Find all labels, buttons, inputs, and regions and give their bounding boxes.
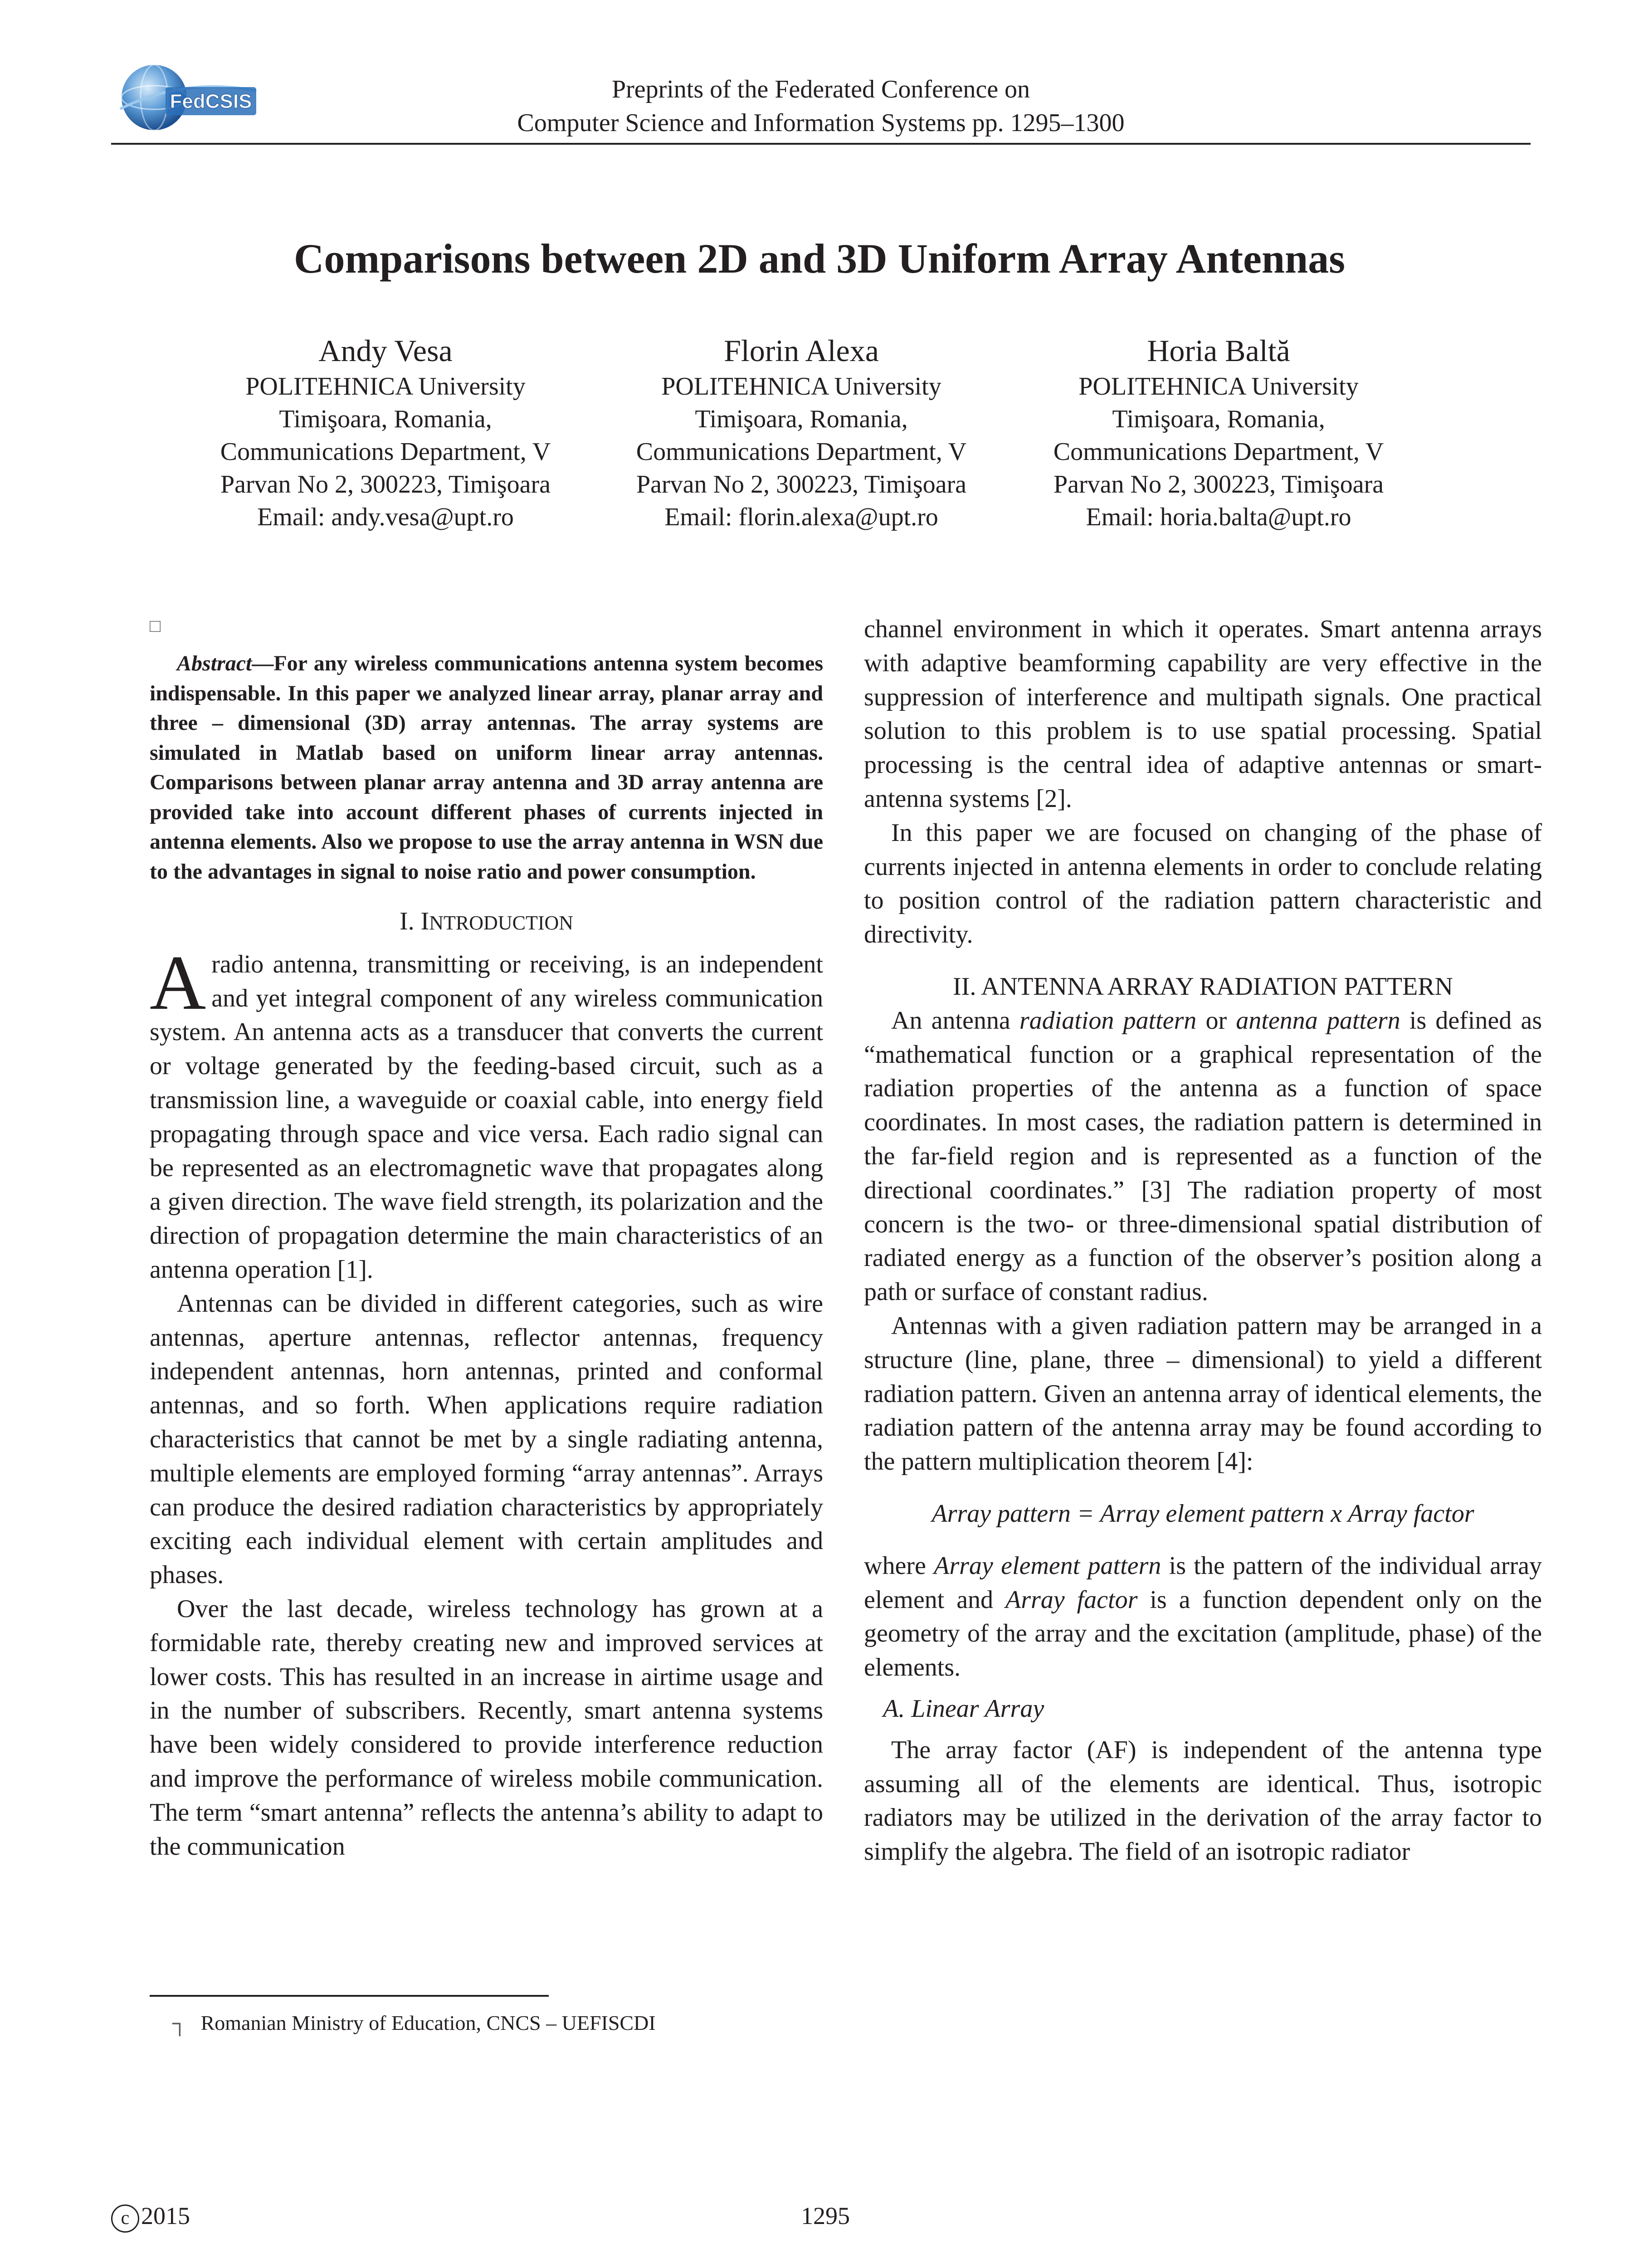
abstract: [150, 649, 823, 886]
placeholder-box-icon: □: [150, 616, 161, 636]
intro-paragraph-3: Over the last decade, wireless technology has grown at a formidable rate, thereby creating new and improved services at lower costs. This has resulted in an increase in airtime usage and in the number of subscribers. Recently, smart antenna systems have been widely considered to provide interference reduction and improve the performance of wireless mobile communication. The term “smart antenna” reflects the antenna’s ability to adapt to the communication: [150, 1594, 823, 1861]
footnote-marker: ┐: [172, 2011, 187, 2034]
left-column: [150, 649, 823, 1863]
author-affiliation: POLITEHNICA University: [245, 372, 526, 401]
intro-paragraph-2: Antennas can be divided in different categories, such as wire antennas, aperture antennas, reflector antennas, frequency independent antennas, horn antennas, printed and conformal antennas, and so forth. When applications require radiation characteristics that cannot be met by a single radiating antenna, multiple elements are employed forming “array antennas”. Arrays can produce the desired radiation characteristics by appropriately exciting each individual element with certain amplitudes and phases.: [150, 1289, 823, 1589]
right-column: [864, 612, 1542, 1869]
author-affiliation: POLITEHNICA University: [1078, 372, 1359, 401]
logo-text: FedCSIS: [170, 90, 252, 112]
author-block: [1028, 331, 1409, 533]
footnote: [172, 2009, 656, 2037]
author-affiliation: Timişoara, Romania,: [1112, 405, 1325, 433]
author-affiliation: Parvan No 2, 300223, Timişoara: [636, 470, 966, 499]
abstract-text: —For any wireless communications antenna system becomes indispensable. In this paper we analyzed linear array, planar array and three – dimensional (3D) array antennas. The array systems are simulated in Matlab based on uniform linear array antennas. Comparisons between planar array antenna and 3D array antenna are provided take into account different phases of currents injected in antenna elements. Also we propose to use the array antenna in WSN due to the advantages in signal to noise ratio and power consumption.: [150, 651, 823, 884]
running-head-line1: Preprints of the Federated Conference on: [611, 75, 1030, 103]
copyright-notice: [111, 2200, 190, 2233]
running-head: [454, 73, 1188, 140]
intro-paragraph-3-continued: channel environment in which it operates. Smart antenna arrays with adaptive beamforming capability are very effective in the suppression of interference and multipath signals. One practical solution to this problem is to use spatial processing. Spatial processing is the central idea of adaptive antennas or smart-antenna systems [2].: [864, 615, 1542, 813]
intro-paragraph-4: In this paper we are focused on changing of the phase of currents injected in antenna elements in order to conclude relating to position control of the radiation pattern characteristic and directivity.: [864, 818, 1542, 949]
intro-paragraph-1: Aradio antenna, transmitting or receiving, is an independent and yet integral component of any wireless communication system. An antenna acts as a transducer that converts the current or voltage generated by the feeding-based circuit, such as a transmission line, a waveguide or coaxial cable, into energy field propagating through space and vice versa. Each radio signal can be represented as an electromagnetic wave that propagates along a given direction. The wave field strength, its polarization and the direction of propagation determine the main characteristics of an antenna operation [1].: [150, 939, 823, 1284]
subsection-heading-linear-array: A. Linear Array: [883, 1694, 1044, 1723]
author-block: [611, 331, 992, 533]
fedcsis-logo: [111, 59, 261, 136]
header-rule: [111, 143, 1531, 145]
copyright-icon: c: [111, 2204, 139, 2233]
radiation-paragraph-3: where Array element pattern is the pattern of the individual array element and Array factor is a function dependent only on the geometry of the array and the excitation (amplitude, phase) of the elements.: [864, 1551, 1542, 1682]
author-affiliation: POLITEHNICA University: [661, 372, 941, 401]
abstract-label: Abstract: [177, 651, 252, 675]
copyright-year: 2015: [141, 2202, 190, 2229]
author-name: Florin Alexa: [724, 333, 879, 368]
author-name: Horia Baltă: [1147, 333, 1290, 368]
page-number: 1295: [801, 2202, 850, 2229]
author-email: Email: horia.balta@upt.ro: [1086, 503, 1351, 531]
section-heading-radiation-pattern: II. ANTENNA ARRAY RADIATION PATTERN: [953, 972, 1453, 1001]
running-head-line2: Computer Science and Information Systems pp. 1295–1300: [517, 109, 1125, 137]
linear-array-paragraph: The array factor (AF) is independent of the antenna type assuming all of the elements are identical. Thus, isotropic radiators may be utilized in the derivation of the array factor to simplify the algebra. The field of an isotropic radiator: [864, 1735, 1542, 1866]
radiation-paragraph-2: Antennas with a given radiation pattern may be arranged in a structure (line, plane, three – dimensional) to yield a different radiation pattern. Given an antenna array of identical elements, the radiation pattern of the antenna array may be found according to the pattern multiplication theorem [4]:: [864, 1311, 1542, 1476]
author-email: Email: florin.alexa@upt.ro: [664, 503, 938, 531]
author-affiliation: Parvan No 2, 300223, Timişoara: [1054, 470, 1384, 499]
author-block: [195, 331, 576, 533]
author-email: Email: andy.vesa@upt.ro: [257, 503, 514, 531]
author-affiliation: Communications Department, V: [220, 438, 551, 466]
author-name: Andy Vesa: [318, 333, 453, 368]
section-heading-introduction: I. INTRODUCTION: [399, 907, 574, 935]
author-affiliation: Timişoara, Romania,: [279, 405, 492, 433]
pattern-equation: Array pattern = Array element pattern x Array factor: [932, 1499, 1474, 1528]
footnote-rule: [150, 1995, 549, 1997]
drop-cap: A: [150, 939, 206, 1026]
author-affiliation: Parvan No 2, 300223, Timişoara: [220, 470, 551, 499]
author-affiliation: Communications Department, V: [1053, 438, 1384, 466]
author-affiliation: Timişoara, Romania,: [695, 405, 908, 433]
author-affiliation: Communications Department, V: [636, 438, 967, 466]
paper-title: Comparisons between 2D and 3D Uniform Array Antennas: [294, 235, 1345, 282]
footnote-text: Romanian Ministry of Education, CNCS – UEFISCDI: [200, 2011, 656, 2034]
radiation-paragraph-1: An antenna radiation pattern or antenna pattern is defined as “mathematical function or a graphical representation of the radiation properties of the antenna as a function of space coordinates. In most cases, the radiation pattern is determined in the far-field region and is represented as a function of the directional coordinates.” [3] The radiation property of most concern is the two- or three-dimensional spatial distribution of radiated energy as a function of the observer’s position along a path or surface of constant radius.: [864, 1006, 1542, 1306]
